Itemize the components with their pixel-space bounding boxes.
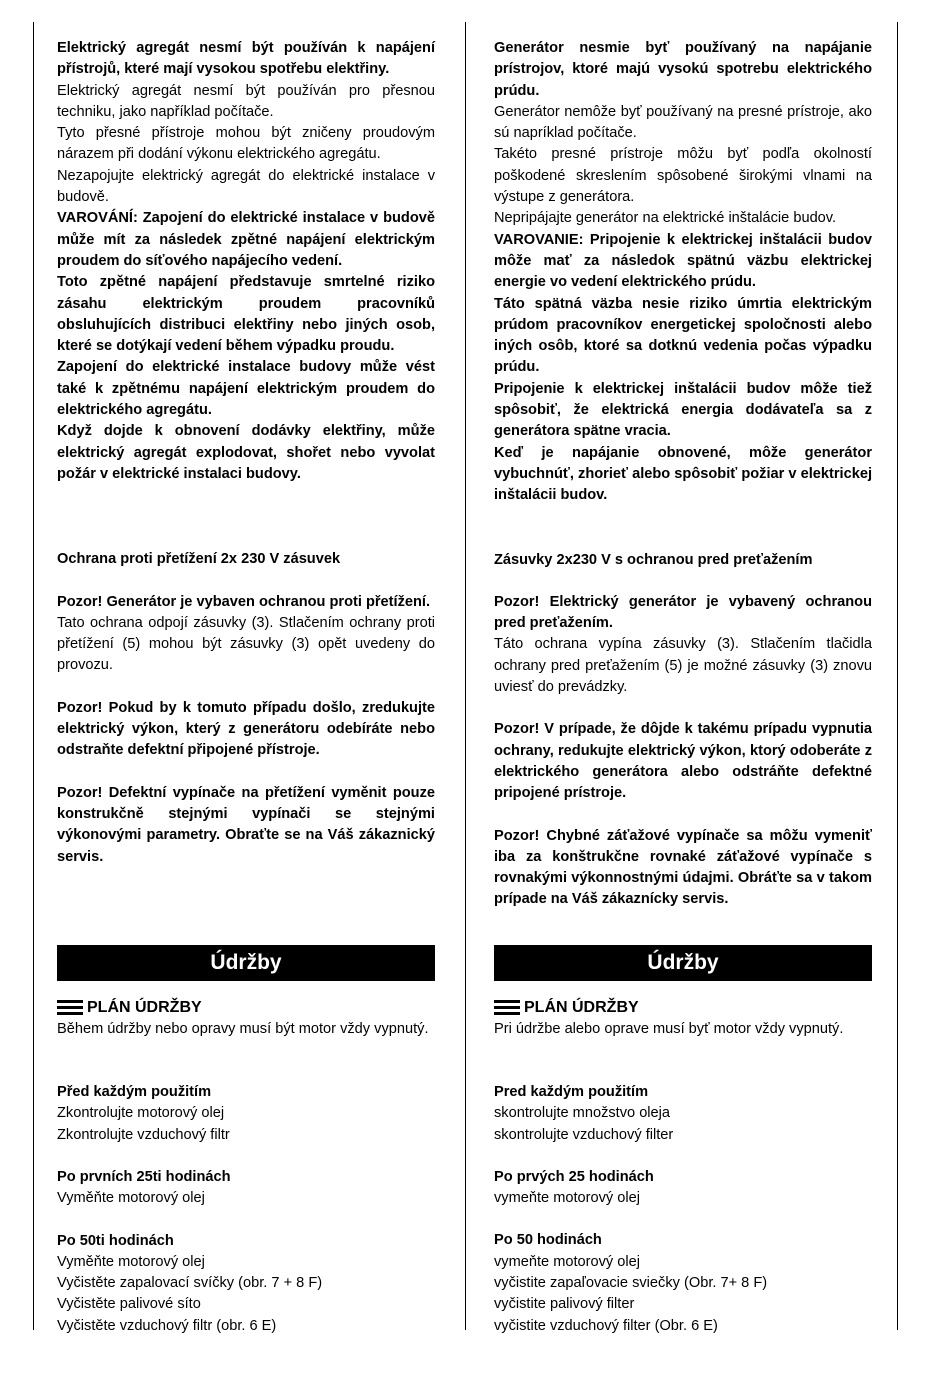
sk-overload-paragraph: Táto ochrana vypína zásuvky (3). Stlačením tlačidla ochrany pred preťažením (5) je možné zásuvky (3) znovu uviesť do prevádzky.: [494, 636, 872, 696]
cz-warning-paragraph: Tyto přesné přístroje mohou být zničeny proudovým nárazem při dodání výkonu elektrického agregátu.: [57, 125, 435, 163]
sk-overload-heading: Zásuvky 2x230 V s ochranou pred preťažením: [494, 551, 813, 568]
sk-warning-paragraph: Pripojenie k elektrickej inštalácii budov môže tiež spôsobiť, že elektrická energia dodávateľa sa z generátora spätne vracia.: [494, 380, 872, 440]
cz-warning-paragraph: Když dojde k obnovení dodávky elektřiny, může elektrický agregát explodovat, shořet nebo vyvolat požár v elektrické instalaci budovy.: [57, 423, 435, 482]
cz-warning-paragraph: Zapojení do elektrické instalace budovy může vést také k zpětnému napájení elektrickým proudem do elektrického agregátu.: [57, 359, 435, 419]
cz-overload-paragraph: Pozor! Generátor je vybaven ochranou proti přetížení.: [57, 593, 431, 610]
sk-warning-paragraph: VAROVANIE: Pripojenie k elektrickej inštalácii budov môže mať za následok spätnú väzbu elektrickej energie vo vedení elektrického prúdu.: [494, 231, 872, 291]
sk-schedule-heading: Pred každým použitím: [494, 1083, 649, 1100]
sk-warning-paragraph: Nepripájajte generátor na elektrické inštalácie budov.: [494, 210, 837, 227]
cz-overload-heading: Ochrana proti přetížení 2x 230 V zásuvek: [57, 551, 341, 568]
cz-schedule-heading: Po 50ti hodinách: [57, 1232, 174, 1249]
sk-warning-paragraph: Táto spätná väzba nesie riziko úmrtia elektrickým prúdom pracovníkov energetickej spoločnosti alebo iných osôb, ktoré sa dotknú vedenia počas výpadku prúdu.: [494, 295, 872, 376]
sk-schedule-items: vymeňte motorový olej: [494, 1190, 640, 1207]
sk-overload-paragraph: Pozor! V prípade, že dôjde k takému prípadu vypnutia ochrany, redukujte elektrický výkon, ktorý odoberáte z elektrického generátora alebo odstráňte defektné pripojené prístroje.: [494, 721, 872, 802]
sk-maintenance-banner: Údržby: [494, 945, 872, 981]
center-divider-rule: [465, 22, 466, 1330]
cz-warning-paragraph: VAROVÁNÍ: Zapojení do elektrické instalace v budově může mít za následek zpětné napájení elektrickým proudem do síťového napájecího vedení.: [57, 210, 435, 269]
sk-warning-paragraph: Generátor nemôže byť používaný na presné prístroje, ako sú napríklad počítače.: [494, 103, 872, 142]
cz-warning-paragraph: Elektrický agregát nesmí být používán pro přesnou techniku, jako například počítače.: [57, 82, 435, 120]
cz-overload-paragraph: Pozor! Defektní vypínače na přetížení vyměnit pouze konstrukčně stejnými vypínači se stejnými výkonovými parametry. Obraťte se na Váš zákaznický servis.: [57, 784, 435, 865]
cz-plan-intro: Během údržby nebo opravy musí být motor vždy vypnutý.: [57, 1020, 429, 1037]
cz-schedule-items: Vyměňte motorový olej Vyčistěte zapalovací svíčky (obr. 7 + 8 F) Vyčistěte palivové síto Vyčistěte vzduchový filtr (obr. 6 E): [57, 1253, 323, 1334]
cz-warning-paragraph: Elektrický agregát nesmí být používán k napájení přístrojů, které mají vysokou spotřebu elektřiny.: [57, 40, 435, 78]
cz-warning-paragraph: Nezapojujte elektrický agregát do elektrické instalace v budově.: [57, 167, 435, 206]
cz-schedule-heading: Před každým použitím: [57, 1084, 212, 1101]
sk-warning-paragraph: Takéto presné prístroje môžu byť podľa okolností poškodené skreslením spôsobené širokými vlnami na výstupe z generátora.: [494, 146, 872, 206]
cz-plan-title-text: PLÁN ÚDRŽBY: [87, 998, 202, 1016]
cz-plan-title: [57, 997, 435, 1019]
czech-column: [57, 38, 435, 1337]
cz-overload-paragraph: Pozor! Pokud by k tomuto případu došlo, zredukujte elektrický výkon, který z generátoru odebíráte nebo odstraňte defektní připojené přístroje.: [57, 699, 435, 759]
cz-schedule-items: Zkontrolujte motorový olej Zkontrolujte vzduchový filtr: [57, 1105, 230, 1143]
cz-schedule-items: Vyměňte motorový olej: [57, 1190, 205, 1207]
cz-schedule-heading: Po prvních 25ti hodinách: [57, 1168, 231, 1185]
left-margin-rule: [33, 22, 34, 1330]
sk-plan-title-text: PLÁN ÚDRŽBY: [524, 998, 639, 1016]
cz-maintenance-banner: Údržby: [57, 945, 435, 981]
cz-warning-paragraph: Toto zpětné napájení představuje smrtelné riziko zásahu elektrickým proudem pracovníků obsluhujících distribuci elektřiny nebo jiných osob, které se dotýkají vedení během výpadku proudu.: [57, 274, 435, 355]
sk-schedule-items: vymeňte motorový olej vyčistite zapaľovacie sviečky (Obr. 7+ 8 F) vyčistite palivový filter vyčistite vzduchový filter (Obr. 6 E): [494, 1253, 768, 1334]
right-margin-rule: [897, 22, 898, 1330]
slovak-column: [494, 38, 872, 1337]
sk-plan-intro: Pri údržbe alebo oprave musí byť motor vždy vypnutý.: [494, 1020, 844, 1037]
menu-lines-icon: [494, 1000, 520, 1015]
sk-schedule-heading: Po 50 hodinách: [494, 1232, 602, 1249]
sk-schedule-heading: Po prvých 25 hodinách: [494, 1168, 654, 1185]
sk-overload-paragraph: Pozor! Chybné záťažové vypínače sa môžu vymeniť iba za konštrukčne rovnaké záťažové vypínače s rovnakými výkonnostnými údajmi. Obráťte sa v takom prípade na Váš zákaznícky servis.: [494, 827, 872, 908]
sk-schedule-items: skontrolujte množstvo oleja skontrolujte vzduchový filter: [494, 1105, 674, 1143]
sk-overload-paragraph: Pozor! Elektrický generátor je vybavený ochranou pred preťažením.: [494, 593, 872, 632]
cz-overload-paragraph: Tato ochrana odpojí zásuvky (3). Stlačením ochrany proti přetížení (5) mohou být zásuvky (3) opět uvedeny do provozu.: [57, 614, 435, 674]
menu-lines-icon: [57, 1000, 83, 1015]
sk-plan-title: [494, 997, 872, 1019]
sk-warning-paragraph: Generátor nesmie byť používaný na napájanie prístrojov, ktoré majú vysokú spotrebu elektrického prúdu.: [494, 40, 872, 99]
sk-warning-paragraph: Keď je napájanie obnovené, môže generátor vybuchnúť, zhorieť alebo spôsobiť požiar v elektrickej inštalácii budov.: [494, 444, 872, 504]
